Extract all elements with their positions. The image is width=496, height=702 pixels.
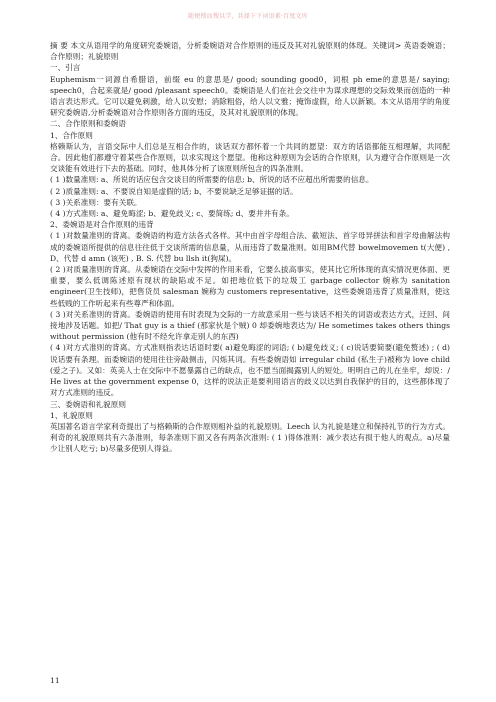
paragraph-intro: Euphemism一词源自希腊语，前缀 eu 的意思是/ good; sounding good0，词根 ph eme的意思是/ saying; speech0，合起来就是/ good /pleasant speech0。委婉语是人们在社会交往中为谋求理想的交际效果而创造的一种语言表达形式。它可以避免刺激，给人以安慰；消除粗俗，给人以文雅；掩饰虚假，给人以新颖。本文从语用学的角度研究委婉语,分析委婉语对合作原则各方面的违反，及其对礼貌原则的体现。 bbox=[50, 74, 450, 118]
paragraph-violation-quality: ( 2 )对质量准则的背离。从委婉语在交际中发挥的作用来看，它要么拔高事实，使其比它所体现的真实情况更体面、更重要，要么低调陈述原有现状的缺陷或不足。如把地位低下的垃圾工 garbage collector 婉称为 sanitation engineer(卫生技师)，把售货员 salesman 婉称为 customers representative，这些委婉语违背了质量准则，使这些低贱的工作听起来有些尊严和体面。 bbox=[50, 265, 450, 308]
paragraph-violation-relation: ( 3 )对关系准则的背离。委婉语的使用有时表现为交际的一方故意采用一些与谈话不相关的词语或表达方式，迂回、间接地涉及话题。如把/ That guy is a thief (那家伙是个贼) 0 却委婉地表达为/ He sometimes takes others things without permission (他有时不经允许拿走别人的东西) bbox=[50, 309, 450, 342]
paragraph-grice: 格赖斯认为，言语交际中人们总是互相合作的，谈话双方都怀着一个共同的愿望：双方的话语都能互相理解，共同配合。因此他们都遵守着某些合作原则，以求实现这个愿望。他称这种原则为会话的合作原则，认为遵守合作原则是一次交谈能有效进行下去的基础。同时，他具体分析了该原则所包含的四条准则。 bbox=[50, 141, 450, 174]
heading-violation: 2、委婉语是对合作原则的违背 bbox=[50, 220, 154, 230]
document-body bbox=[50, 40, 450, 455]
abstract: 摘 要 本文从语用学的角度研究委婉语，分析委婉语对合作原则的违反及其对礼貌原则的体现。关键词> 英语委婉语；合作原则；礼貌原则 bbox=[50, 41, 450, 62]
watermark-text: 随便搜而搜以学，共择下下词语素·百度文库 bbox=[188, 13, 308, 20]
maxim-relation: ( 3 )关系准则：要有关联。 bbox=[50, 197, 142, 207]
heading-section-3: 三、委婉语和礼貌原则 bbox=[50, 399, 126, 409]
paragraph-violation-manner: ( 4 )对方式准则的背离。方式准则指表达话语时要( a)避免晦涩的词语; ( b)避免歧义; ( c)说话要简要(避免赘述) ; ( d)说话要有条理。而委婉语的使用往往旁敲侧击，闪烁其词。有些委婉语如 irregular child (私生子)被称为 love child (爱之子)。又如：英美人士在交际中不愿暴露自己的缺点，也不愿当面揭露别人的短处。明明自己的儿在坐牢，却说：/ He lives at the government expense 0，这样的说法正是要利用语言的歧义以达到自我保护的目的，这些都体现了对方式准则的违反。 bbox=[50, 343, 450, 398]
maxim-quantity: ( 1 )数量准则: a、所说的话应包含交谈目的所需要的信息; b、所说的话不应超出所需要的信息。 bbox=[50, 175, 374, 185]
paragraph-leech: 英国著名语言学家利奇提出了与格赖斯的合作原则相补益的礼貌原则。Leech 认为礼貌是建立和保持礼节的行为方式。利奇的礼貌原则共有六条准则，每条准则下面又各有两条次准则: ( 1 )得体准则：减少表达有损于他人的观点。a)尽量少让别人吃亏; b)尽量多使别人得益。 bbox=[50, 421, 450, 454]
heading-intro: 一、引言 bbox=[50, 63, 81, 73]
paragraph-violation-quantity: ( 1 )对数量准则的背离。委婉语的构造方法各式各样。其中由首字母组合法、截短法、首字母异拼法和首字母曲解法构成的委婉语所提供的信息往往低于交谈所需的信息量，从而违背了数量准则。如用BM代替 bowelmovemen t(大便) , D、代替 d amn (该死) , B. S. 代替 bu llsh it(狗屎)。 bbox=[50, 231, 450, 263]
page-number: 11 bbox=[50, 676, 60, 685]
heading-cooperative-principle: 1、合作原则 bbox=[50, 130, 93, 140]
maxim-quality: ( 2 )质量准则: a、不要说自知是虚假的话; b、不要说缺乏足够证据的话。 bbox=[50, 186, 298, 196]
maxim-manner: ( 4 )方式准则: a、避免晦涩; b、避免歧义; c、要简练; d、要井井有条。 bbox=[50, 209, 294, 219]
heading-section-2: 二、合作原则和委婉语 bbox=[50, 119, 126, 129]
heading-politeness-principle: 1、礼貌原则 bbox=[50, 410, 93, 420]
